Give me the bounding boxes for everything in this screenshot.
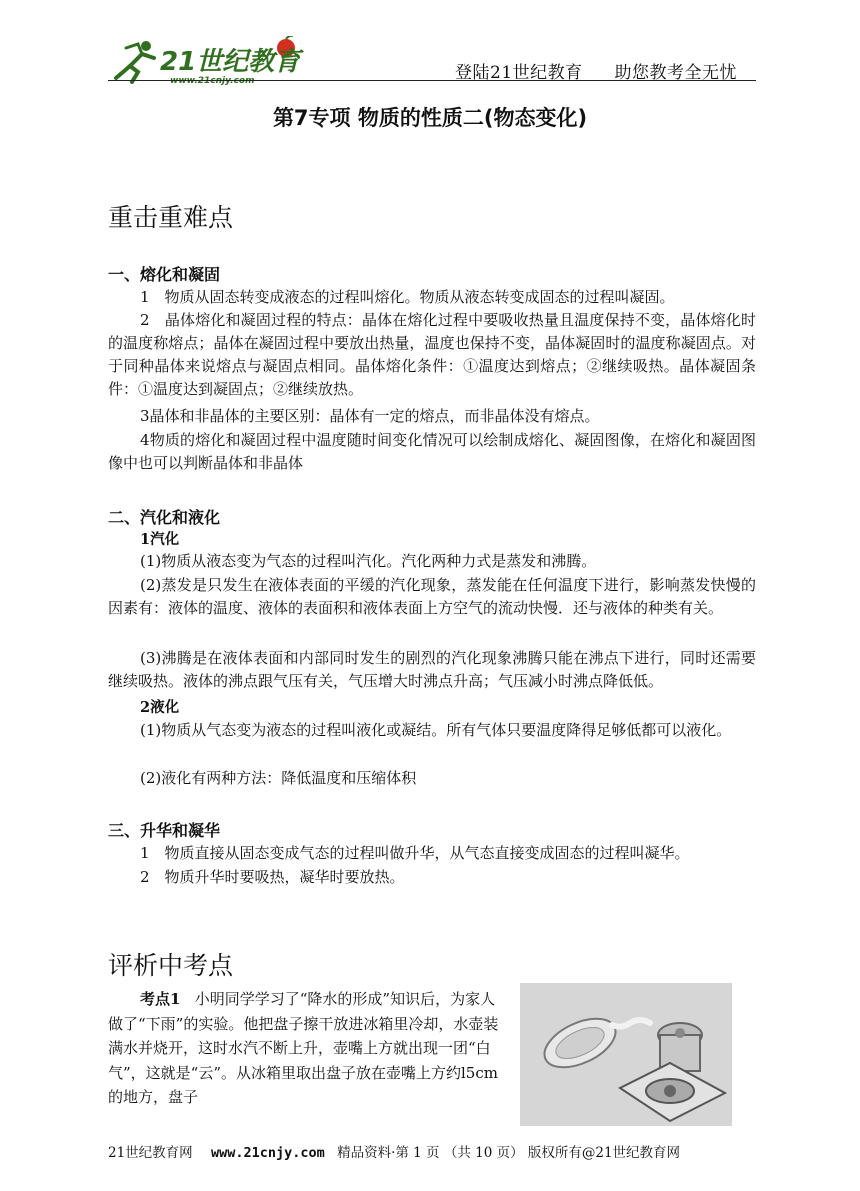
paragraph: 1 物质直接从固态变成气态的过程叫做升华，从气态直接变成固态的过程叫凝华。: [140, 844, 690, 862]
paragraph: (1)物质从液态变为气态的过程叫汽化。汽化两种力式是蒸发和沸腾。: [140, 552, 597, 570]
footer-url[interactable]: www.21cnjy.com: [210, 1145, 325, 1161]
paragraph: (2)蒸发是只发生在液体表面的平缓的汽化现象，蒸发能在任何温度下进行，影响蒸发快慢的因素有：液体的温度、液体的表面积和液体表面上方空气的流动快慢．还与液体的种类有关。: [108, 576, 756, 617]
heading-vaporization: 二、汽化和液化: [108, 508, 221, 527]
paragraph: 2 晶体熔化和凝固过程的特点：晶体在熔化过程中要吸收热量且温度保持不变，晶体熔化时的温度称熔点；晶体在凝固过程中要放出热量，温度也保持不变，晶体凝固时的温度称凝固点。对于同种晶体来说熔点与凝固点相同。晶体熔化条件：①温度达到熔点；②继续吸热。晶体凝固条件：①温度达到凝固点；②继续放热。: [108, 311, 756, 398]
exam-point-text: [108, 987, 500, 1110]
paragraph: (2)液化有两种方法：降低温度和压缩体积: [140, 769, 417, 787]
heading-sublimation: 三、升华和凝华: [108, 821, 221, 840]
exam-point-label: 考点1: [140, 990, 181, 1008]
paragraph: 3晶体和非晶体的主要区别：晶体有一定的熔点，而非晶体没有熔点。: [140, 407, 600, 425]
subheading-vaporization: 1汽化: [140, 531, 180, 548]
paragraph: (1)物质从气态变为液态的过程叫液化或凝结。所有气体只要温度降得足够低都可以液化。: [140, 721, 732, 739]
section-heading-key-points: 重击重难点: [108, 203, 234, 232]
footer-info: 精品资料·第 1 页 （共 10 页） 版权所有@21世纪教育网: [337, 1145, 681, 1161]
heading-melting: 一、熔化和凝固: [108, 265, 221, 284]
logo: [108, 36, 308, 86]
footer-site: 21世纪教育网: [108, 1145, 193, 1161]
slogan-right: 助您教考全无忧: [614, 63, 738, 83]
section-heading-exam-points: 评析中考点: [108, 951, 234, 980]
subheading-liquefaction: 2液化: [140, 699, 180, 716]
page-footer: [108, 1141, 680, 1161]
slogan-left: 登陆21世纪教育: [455, 63, 583, 83]
exam-point-body: 小明同学学习了“降水的形成”知识后，为家人做了“下雨”的实验。他把盘子擦干放进冰箱里冷却，水壶装满水并烧开，这时水汽不断上升，壶嘴上方就出现一团“白气”，这就是“云”。从冰箱里取出盘子放在壶嘴上方约l5cm的地方，盘子: [108, 990, 499, 1106]
document-title: 第7专项 物质的性质二(物态变化): [272, 106, 588, 130]
logo-url: www.21cnjy.com: [170, 76, 255, 86]
header-divider: [108, 80, 756, 81]
experiment-photo: [520, 983, 732, 1126]
paragraph: 1 物质从固态转变成液态的过程叫熔化。物质从液态转变成固态的过程叫凝固。: [140, 288, 675, 306]
paragraph: 4物质的熔化和凝固过程中温度随时间变化情况可以绘制成熔化、凝固图像，在熔化和凝固图像中也可以判断晶体和非晶体: [108, 431, 756, 472]
paragraph: (3)沸腾是在液体表面和内部同时发生的剧烈的汽化现象沸腾只能在沸点下进行，同时还需要继续吸热。液体的沸点跟气压有关，气压增大时沸点升高；气压减小时沸点降低低。: [108, 649, 756, 690]
paragraph: 2 物质升华时要吸热，凝华时要放热。: [140, 868, 405, 886]
logo-text: 21世纪教育: [160, 47, 301, 77]
